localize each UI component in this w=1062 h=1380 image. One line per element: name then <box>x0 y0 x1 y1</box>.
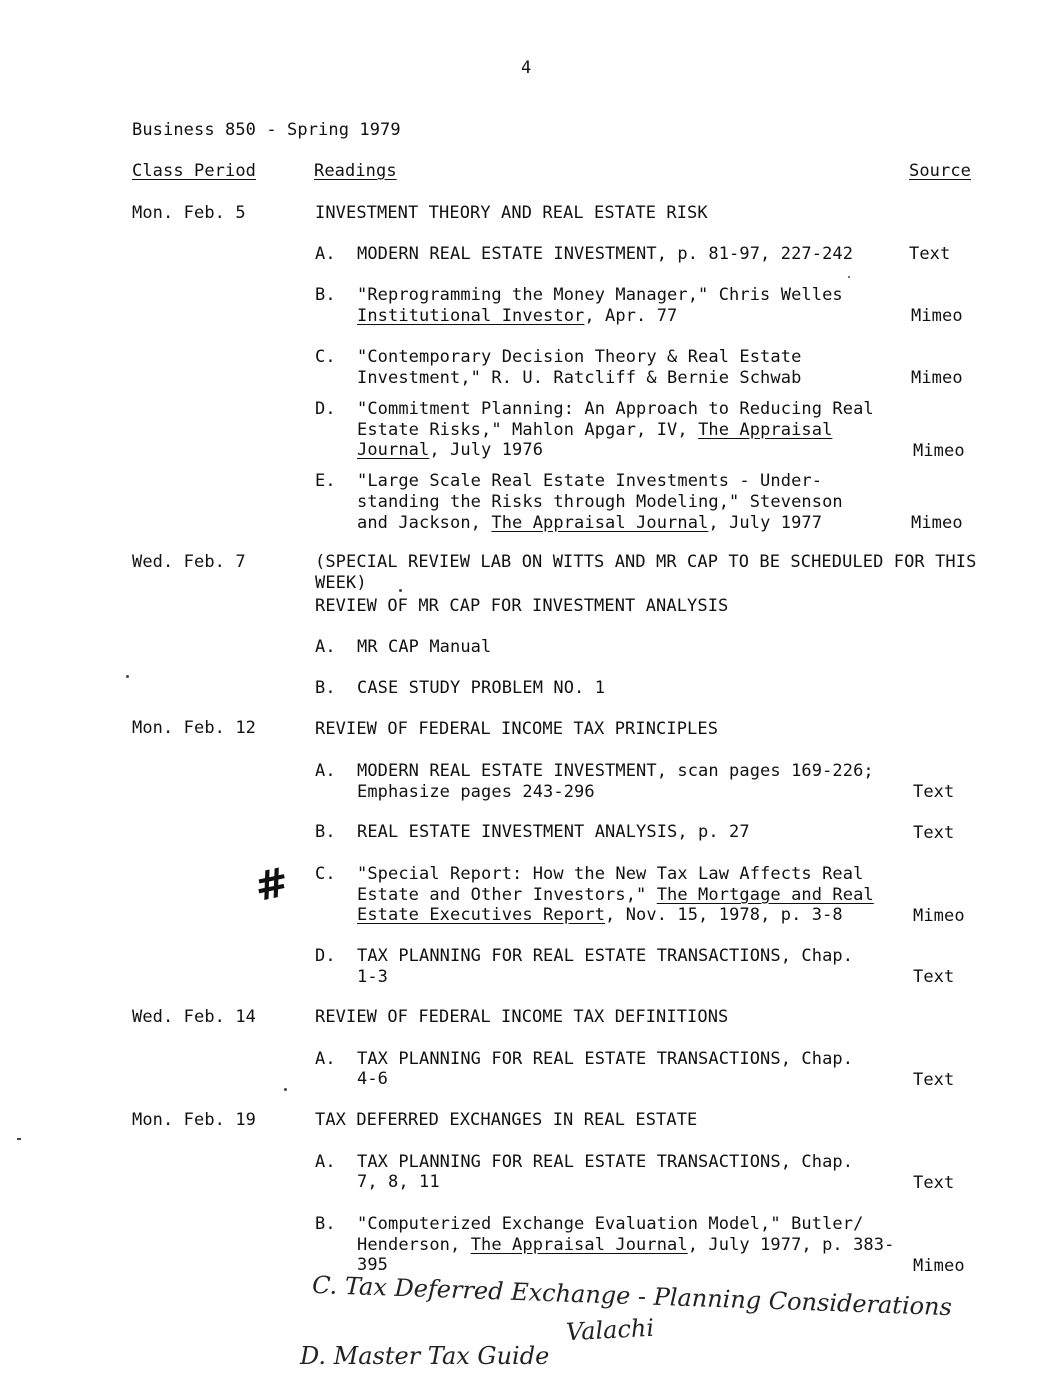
scan-speck <box>284 1088 287 1091</box>
scan-speck <box>848 276 850 278</box>
journal-title: Institutional Investor <box>357 306 585 326</box>
reading-line: 4-6 <box>357 1069 389 1089</box>
reading-line: CASE STUDY PROBLEM NO. 1 <box>357 678 606 698</box>
reading-source: Mimeo <box>911 306 963 326</box>
header-class-period: Class Period <box>132 161 257 181</box>
session-date: Mon. Feb. 12 <box>132 718 257 738</box>
reading-line: "Large Scale Real Estate Investments - Under- <box>357 471 823 491</box>
session-topic: INVESTMENT THEORY AND REAL ESTATE RISK <box>315 203 708 223</box>
reading-line <box>357 306 677 327</box>
session-note: WEEK) <box>315 573 367 593</box>
reading-source: Text <box>913 1173 955 1193</box>
item-letter: C. <box>315 864 336 884</box>
journal-title: The Mortgage and Real <box>656 885 874 905</box>
session-topic: REVIEW OF FEDERAL INCOME TAX PRINCIPLES <box>315 719 719 739</box>
item-letter: A. <box>315 1049 336 1069</box>
reading-source: Mimeo <box>913 906 965 926</box>
reading-source: Mimeo <box>913 1256 965 1276</box>
session-topic: TAX DEFERRED EXCHANGES IN REAL ESTATE <box>315 1110 698 1130</box>
scan-speck <box>126 675 129 678</box>
header-source: Source <box>909 161 972 181</box>
reading-line: 1-3 <box>357 967 389 987</box>
reading-line: MODERN REAL ESTATE INVESTMENT, scan pages 169-226; <box>357 761 874 781</box>
reading-line: MODERN REAL ESTATE INVESTMENT, p. 81-97, 227-242 <box>357 244 854 264</box>
item-letter: B. <box>315 822 336 842</box>
item-letter: C. <box>315 347 336 367</box>
session-date: Mon. Feb. 19 <box>132 1110 257 1130</box>
reading-line: MR CAP Manual <box>357 637 492 657</box>
reading-line: and Jackson, The Appraisal Journal, July 1977 <box>357 513 823 533</box>
reading-line: "Special Report: How the New Tax Law Affects Real <box>357 864 864 884</box>
handwritten-note: D. Master Tax Guide <box>300 1342 550 1370</box>
item-letter: A. <box>315 637 336 657</box>
scan-speck <box>17 1138 21 1140</box>
handwritten-note: C. Tax Deferred Exchange - Planning Considerations <box>311 1270 953 1322</box>
reading-source: Mimeo <box>911 513 963 533</box>
item-letter: A. <box>315 1152 336 1172</box>
reading-line: REAL ESTATE INVESTMENT ANALYSIS, p. 27 <box>357 822 750 842</box>
session-topic: REVIEW OF MR CAP FOR INVESTMENT ANALYSIS <box>315 596 729 616</box>
item-letter: D. <box>315 946 336 966</box>
item-letter: E. <box>315 471 336 491</box>
reading-source: Text <box>913 782 955 802</box>
session-topic: REVIEW OF FEDERAL INCOME TAX DEFINITIONS <box>315 1007 729 1027</box>
reading-line: Henderson, The Appraisal Journal, July 1977, p. 383- <box>357 1235 895 1255</box>
session-date: Mon. Feb. 5 <box>132 203 246 223</box>
item-letter: D. <box>315 399 336 419</box>
reading-line: TAX PLANNING FOR REAL ESTATE TRANSACTIONS, Chap. <box>357 1049 854 1069</box>
reading-line: Estate Executives Report, Nov. 15, 1978, p. 3-8 <box>357 905 843 925</box>
journal-title: Estate Executives Report <box>357 905 606 925</box>
reading-source: Mimeo <box>911 368 963 388</box>
header-readings: Readings <box>314 161 397 181</box>
reading-source: Text <box>913 823 955 843</box>
reading-source: Mimeo <box>913 441 965 461</box>
margin-mark: # <box>250 859 293 911</box>
journal-title: The Appraisal Journal <box>470 1235 688 1255</box>
course-title: Business 850 - Spring 1979 <box>132 120 401 140</box>
session-date: Wed. Feb. 14 <box>132 1007 257 1027</box>
item-letter: B. <box>315 1214 336 1234</box>
item-letter: B. <box>315 678 336 698</box>
reading-line: 7, 8, 11 <box>357 1172 440 1192</box>
session-date: Wed. Feb. 7 <box>132 552 246 572</box>
journal-title: The Appraisal Journal <box>491 513 709 533</box>
reading-line: "Reprogramming the Money Manager," Chris Welles <box>357 285 843 305</box>
handwritten-note: Valachi <box>565 1313 655 1347</box>
reading-source: Text <box>913 1070 955 1090</box>
journal-title: The Appraisal <box>698 420 833 440</box>
scan-speck <box>399 589 402 592</box>
item-letter: A. <box>315 761 336 781</box>
item-letter: B. <box>315 285 336 305</box>
reading-line: "Contemporary Decision Theory & Real Estate <box>357 347 802 367</box>
item-letter: A. <box>315 244 336 264</box>
reading-line: TAX PLANNING FOR REAL ESTATE TRANSACTIONS, Chap. <box>357 1152 854 1172</box>
journal-title: Journal <box>357 440 430 460</box>
reading-line: Estate Risks," Mahlon Apgar, IV, The Appraisal <box>357 420 833 440</box>
reading-line: "Computerized Exchange Evaluation Model," Butler/ <box>357 1214 864 1234</box>
reading-line: Estate and Other Investors," The Mortgage and Real <box>357 885 874 905</box>
reading-line: "Commitment Planning: An Approach to Reducing Real <box>357 399 874 419</box>
page-number: 4 <box>521 58 532 78</box>
reading-source: Text <box>913 967 955 987</box>
reading-line: Journal, July 1976 <box>357 440 544 460</box>
reading-source: Text <box>909 244 951 264</box>
session-note: (SPECIAL REVIEW LAB ON WITTS AND MR CAP TO BE SCHEDULED FOR THIS <box>315 552 977 572</box>
reading-line: Emphasize pages 243-296 <box>357 782 595 802</box>
reading-line: Investment," R. U. Ratcliff & Bernie Schwab <box>357 368 802 388</box>
reading-line: 395 <box>357 1255 389 1275</box>
reading-line-rest: , Apr. 77 <box>584 306 678 326</box>
reading-line: TAX PLANNING FOR REAL ESTATE TRANSACTIONS, Chap. <box>357 946 854 966</box>
reading-line: standing the Risks through Modeling," Stevenson <box>357 492 843 512</box>
